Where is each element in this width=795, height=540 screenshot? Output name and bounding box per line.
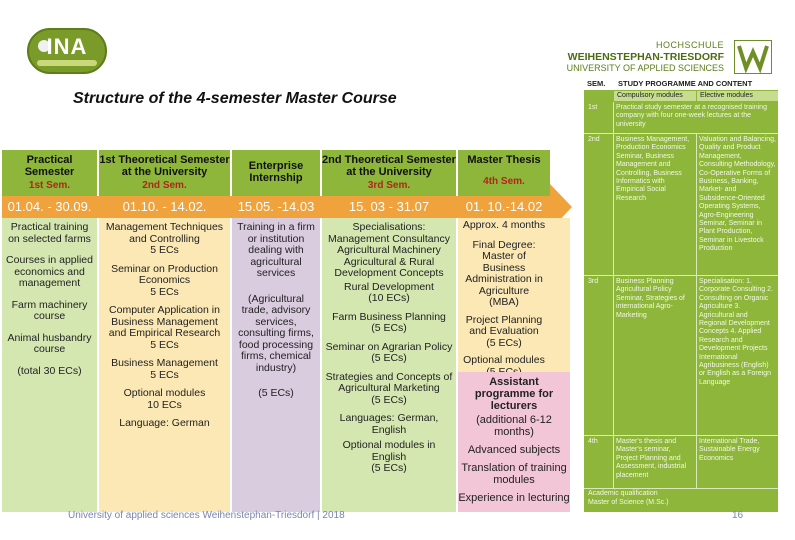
panel-divider [584, 488, 778, 489]
panel-elective-text: International Trade, Sustainable Energy Economics [699, 438, 760, 462]
header-label: Master Thesis [467, 154, 541, 166]
col5-item: (MBA) [489, 296, 519, 308]
study-programme-panel [584, 78, 778, 512]
col2-item: Computer Application in Business Management and Empirical Research [108, 304, 221, 339]
col3-item: Training in a firm or institution dealing with agricultural services [237, 221, 315, 279]
col2-item: Language: German [119, 417, 210, 429]
header-theoretical-1 [99, 150, 230, 196]
panel-divider [584, 435, 778, 436]
col5-item: Project Planning and Evaluation [465, 313, 543, 337]
col1-item: Animal husbandry course [7, 331, 92, 355]
assistant-programme-box [458, 372, 570, 512]
header-sem: 3rd Sem. [367, 180, 411, 191]
panel-elective-text: Specialisation: 1. Corporate Consulting 2. Consulting on Organic Agriculture 3. Agricultural and Regional Development Concepts 4. Applied Research and Development Projects International Agribusiness (English) or English as a Foreign Language [699, 278, 773, 386]
col1-item: Courses in applied economics and management [6, 254, 93, 289]
assistant-sub: (additional 6-12 months) [476, 414, 552, 438]
date-range: 15.05. -14.03 [237, 199, 315, 214]
col5-item: Approx. 4 months [462, 219, 546, 231]
page-title: Structure of the 4-semester Master Course [73, 90, 397, 107]
header-sem: 1st Sem. [28, 180, 71, 191]
header-label: Practical Semester [24, 154, 75, 178]
col4-item: (5 ECs) [371, 352, 407, 364]
col5-item: Final Degree: Master of Business Administration in Agriculture [465, 238, 543, 297]
col2-item: Optional modules [123, 387, 206, 399]
date-range: 01.10. - 14.02. [122, 199, 207, 214]
panel-elective-text: Valuation and Balancing, Quality and Product Management, Consulting Methodology, Co-Operative Forms of Business, Banking, Market- and Subsidence-Oriented Operating Systems, Agro-Engineering Seminar, Seminar in Plant Production, Seminar in Livestock Production [699, 136, 776, 253]
col4-item: Specialisations: [352, 221, 426, 233]
header-sem: 2nd Sem. [142, 180, 187, 191]
university-logo [552, 40, 772, 74]
date-range: 01. 10.-14.02 [465, 199, 543, 214]
header-label: 2nd Theoretical Semester at the University [322, 154, 456, 178]
ina-logo [27, 28, 107, 74]
panel-compulsory-text: Master's thesis and Master's seminar, Project Planning and Assessment, industrial placement [616, 438, 687, 479]
header-enterprise-internship [232, 150, 320, 196]
col5-item: Optional modules [463, 354, 545, 366]
col4-item: Rural Development [344, 280, 434, 293]
panel-sem: 4th [588, 438, 598, 445]
col4-item: (10 ECs) [368, 292, 410, 304]
panel-head-programme: STUDY PROGRAMME AND CONTENT [618, 79, 753, 88]
col2-item: 5 ECs [150, 244, 179, 256]
col2-item: Business Management [111, 357, 218, 369]
university-mark-icon [734, 40, 772, 74]
col3-item: (Agricultural trade, advisory services, consulting firms, food processing firms, chemical industry) [238, 292, 314, 374]
ina-logo-text: INA [46, 34, 88, 59]
panel-divider [584, 133, 778, 134]
footer-text: University of applied sciences Weihenstephan-Triesdorf | 2018 [68, 510, 345, 521]
date-range: 01.04. - 30.09. [7, 199, 92, 214]
panel-divider [584, 275, 778, 276]
col4-item: Agricultural & Rural Development Concepts [334, 255, 444, 279]
column-practical [2, 218, 97, 512]
panel-compulsory-text: Business Management, Production Economics Seminar, Business Management and Controlling, Business Informatics with Empirical Social Research [616, 136, 690, 202]
panel-compulsory-text: Business Planning Agricultural Policy Seminar, Strategies of international Agro-Marketing [616, 278, 685, 319]
assistant-item: Experience in lecturing [458, 492, 570, 504]
col4-item: (5 ECs) [371, 462, 407, 474]
header-practical-semester [2, 150, 97, 196]
ina-logo-bar [37, 60, 97, 66]
panel-sem: 3rd [588, 278, 599, 285]
header-label: 1st Theoretical Semester at the University [99, 154, 230, 178]
col2-item: 10 ECs [147, 398, 182, 411]
col2-item: 5 ECs [150, 338, 179, 351]
page-number: 16 [732, 510, 744, 521]
col2-item: Seminar on Production Economics [111, 262, 218, 286]
col4-item: Languages: German, English [339, 412, 439, 436]
col4-item: Management Consultancy [328, 232, 450, 245]
column-theoretical-2 [322, 218, 456, 512]
panel-sem: 2nd [588, 136, 600, 143]
col4-item: Farm Business Planning [332, 310, 446, 323]
col1-item: Practical training on selected farms [8, 221, 91, 245]
date-range: 15. 03 - 31.07 [348, 199, 430, 214]
col4-item: Seminar on Agrarian Policy [325, 340, 453, 353]
panel-qualification-label: Academic qualification [588, 490, 658, 497]
col4-item: Optional modules in English [342, 439, 436, 463]
col4-item: (5 ECs) [371, 322, 407, 334]
panel-divider [613, 102, 614, 488]
col1-item: (total 30 ECs) [17, 364, 82, 377]
assistant-item: Advanced subjects [467, 444, 561, 456]
structure-table [2, 150, 570, 512]
col1-item: Farm machinery course [11, 298, 88, 322]
header-label: Enterprise Internship [248, 160, 304, 184]
assistant-item: Translation of training modules [461, 462, 567, 486]
assistant-title: Assistant programme for lecturers [474, 376, 554, 412]
panel-compulsory-label: Compulsory modules [614, 91, 696, 101]
panel-head-sem: SEM. [587, 79, 606, 88]
col2-item: Management Techniques and Controlling [105, 221, 224, 245]
column-theoretical-1 [99, 218, 230, 512]
col2-item: 5 ECs [150, 368, 179, 381]
header-theoretical-2 [322, 150, 456, 196]
header-sem: 4th Sem. [483, 176, 525, 187]
university-line-1: HOCHSCHULE [655, 40, 724, 50]
panel-elective-label: Elective modules [697, 91, 778, 101]
col5-item: (5 ECs) [486, 336, 522, 349]
panel-sem: 1st [588, 104, 598, 111]
panel-row-text: Practical study semester at a recognised training company with four one-week lectures at the university [616, 104, 767, 128]
university-line-3: UNIVERSITY OF APPLIED SCIENCES [566, 63, 724, 73]
col3-item: (5 ECs) [258, 387, 294, 399]
col2-item: 5 ECs [150, 285, 179, 298]
col4-item: (5 ECs) [371, 393, 407, 406]
university-line-2: WEIHENSTEPHAN-TRIESDORF [567, 51, 724, 63]
column-internship [232, 218, 320, 512]
col4-item: Agricultural Machinery [337, 244, 441, 256]
col4-item: Strategies and Concepts of Agricultural Marketing [325, 370, 453, 394]
header-master-thesis [458, 150, 550, 196]
panel-qualification-value: Master of Science (M.Sc.) [588, 499, 669, 506]
